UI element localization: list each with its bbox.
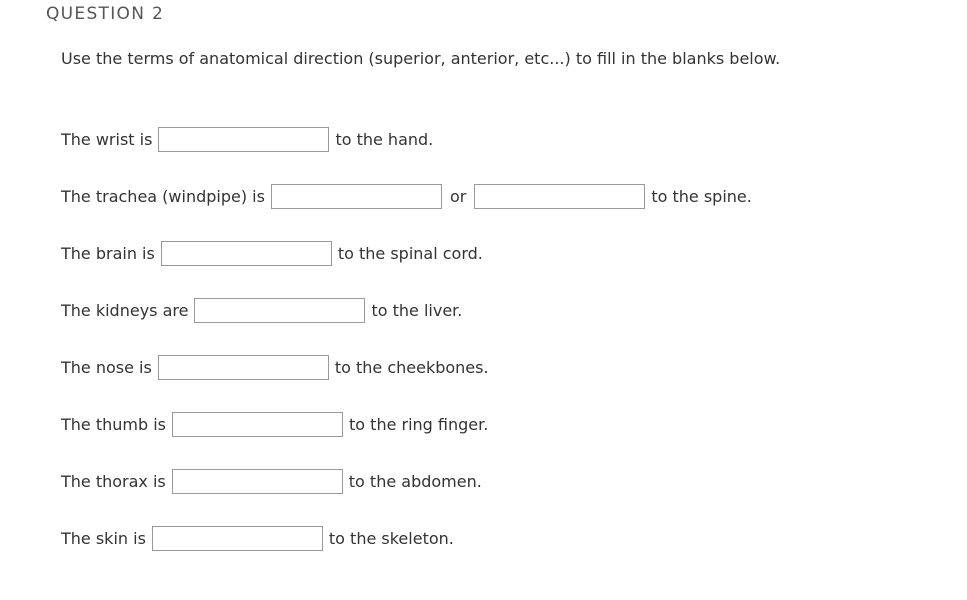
row-prefix: The trachea (windpipe) is [61,186,265,206]
row-suffix: to the hand. [335,129,434,149]
row-prefix: The brain is [61,243,155,263]
question-row-thumb [61,411,488,437]
answer-input-trachea-2[interactable] [474,184,645,209]
answer-input-trachea-1[interactable] [271,184,442,209]
question-row-brain [61,240,483,266]
row-suffix: to the skeleton. [328,528,454,548]
answer-input-thumb[interactable] [172,412,343,437]
answer-input-kidneys[interactable] [194,298,365,323]
row-suffix: to the spine. [651,186,752,206]
question-row-thorax [61,468,482,494]
row-suffix: to the abdomen. [348,471,482,491]
answer-input-nose[interactable] [158,355,329,380]
row-prefix: The thorax is [61,471,166,491]
question-row-kidneys [61,297,462,323]
question-title: QUESTION 2 [46,4,165,24]
row-prefix: The kidneys are [61,300,189,320]
row-or-connector: or [449,186,467,206]
row-prefix: The nose is [61,357,152,377]
row-suffix: to the ring finger. [349,414,489,434]
answer-input-wrist[interactable] [158,127,329,152]
question-row-trachea [61,183,752,209]
question-row-nose [61,354,489,380]
answer-input-thorax[interactable] [172,469,343,494]
answer-input-skin[interactable] [152,526,323,551]
row-suffix: to the liver. [371,300,463,320]
row-prefix: The thumb is [61,414,167,434]
answer-input-brain[interactable] [161,241,332,266]
row-suffix: to the spinal cord. [337,243,483,263]
question-row-skin [61,525,454,551]
row-prefix: The wrist is [61,129,153,149]
instructions: Use the terms of anatomical direction (superior, anterior, etc...) to fill in the blanks below. [61,49,781,68]
row-suffix: to the cheekbones. [334,357,489,377]
question-row-wrist [61,126,433,152]
row-prefix: The skin is [61,528,146,548]
